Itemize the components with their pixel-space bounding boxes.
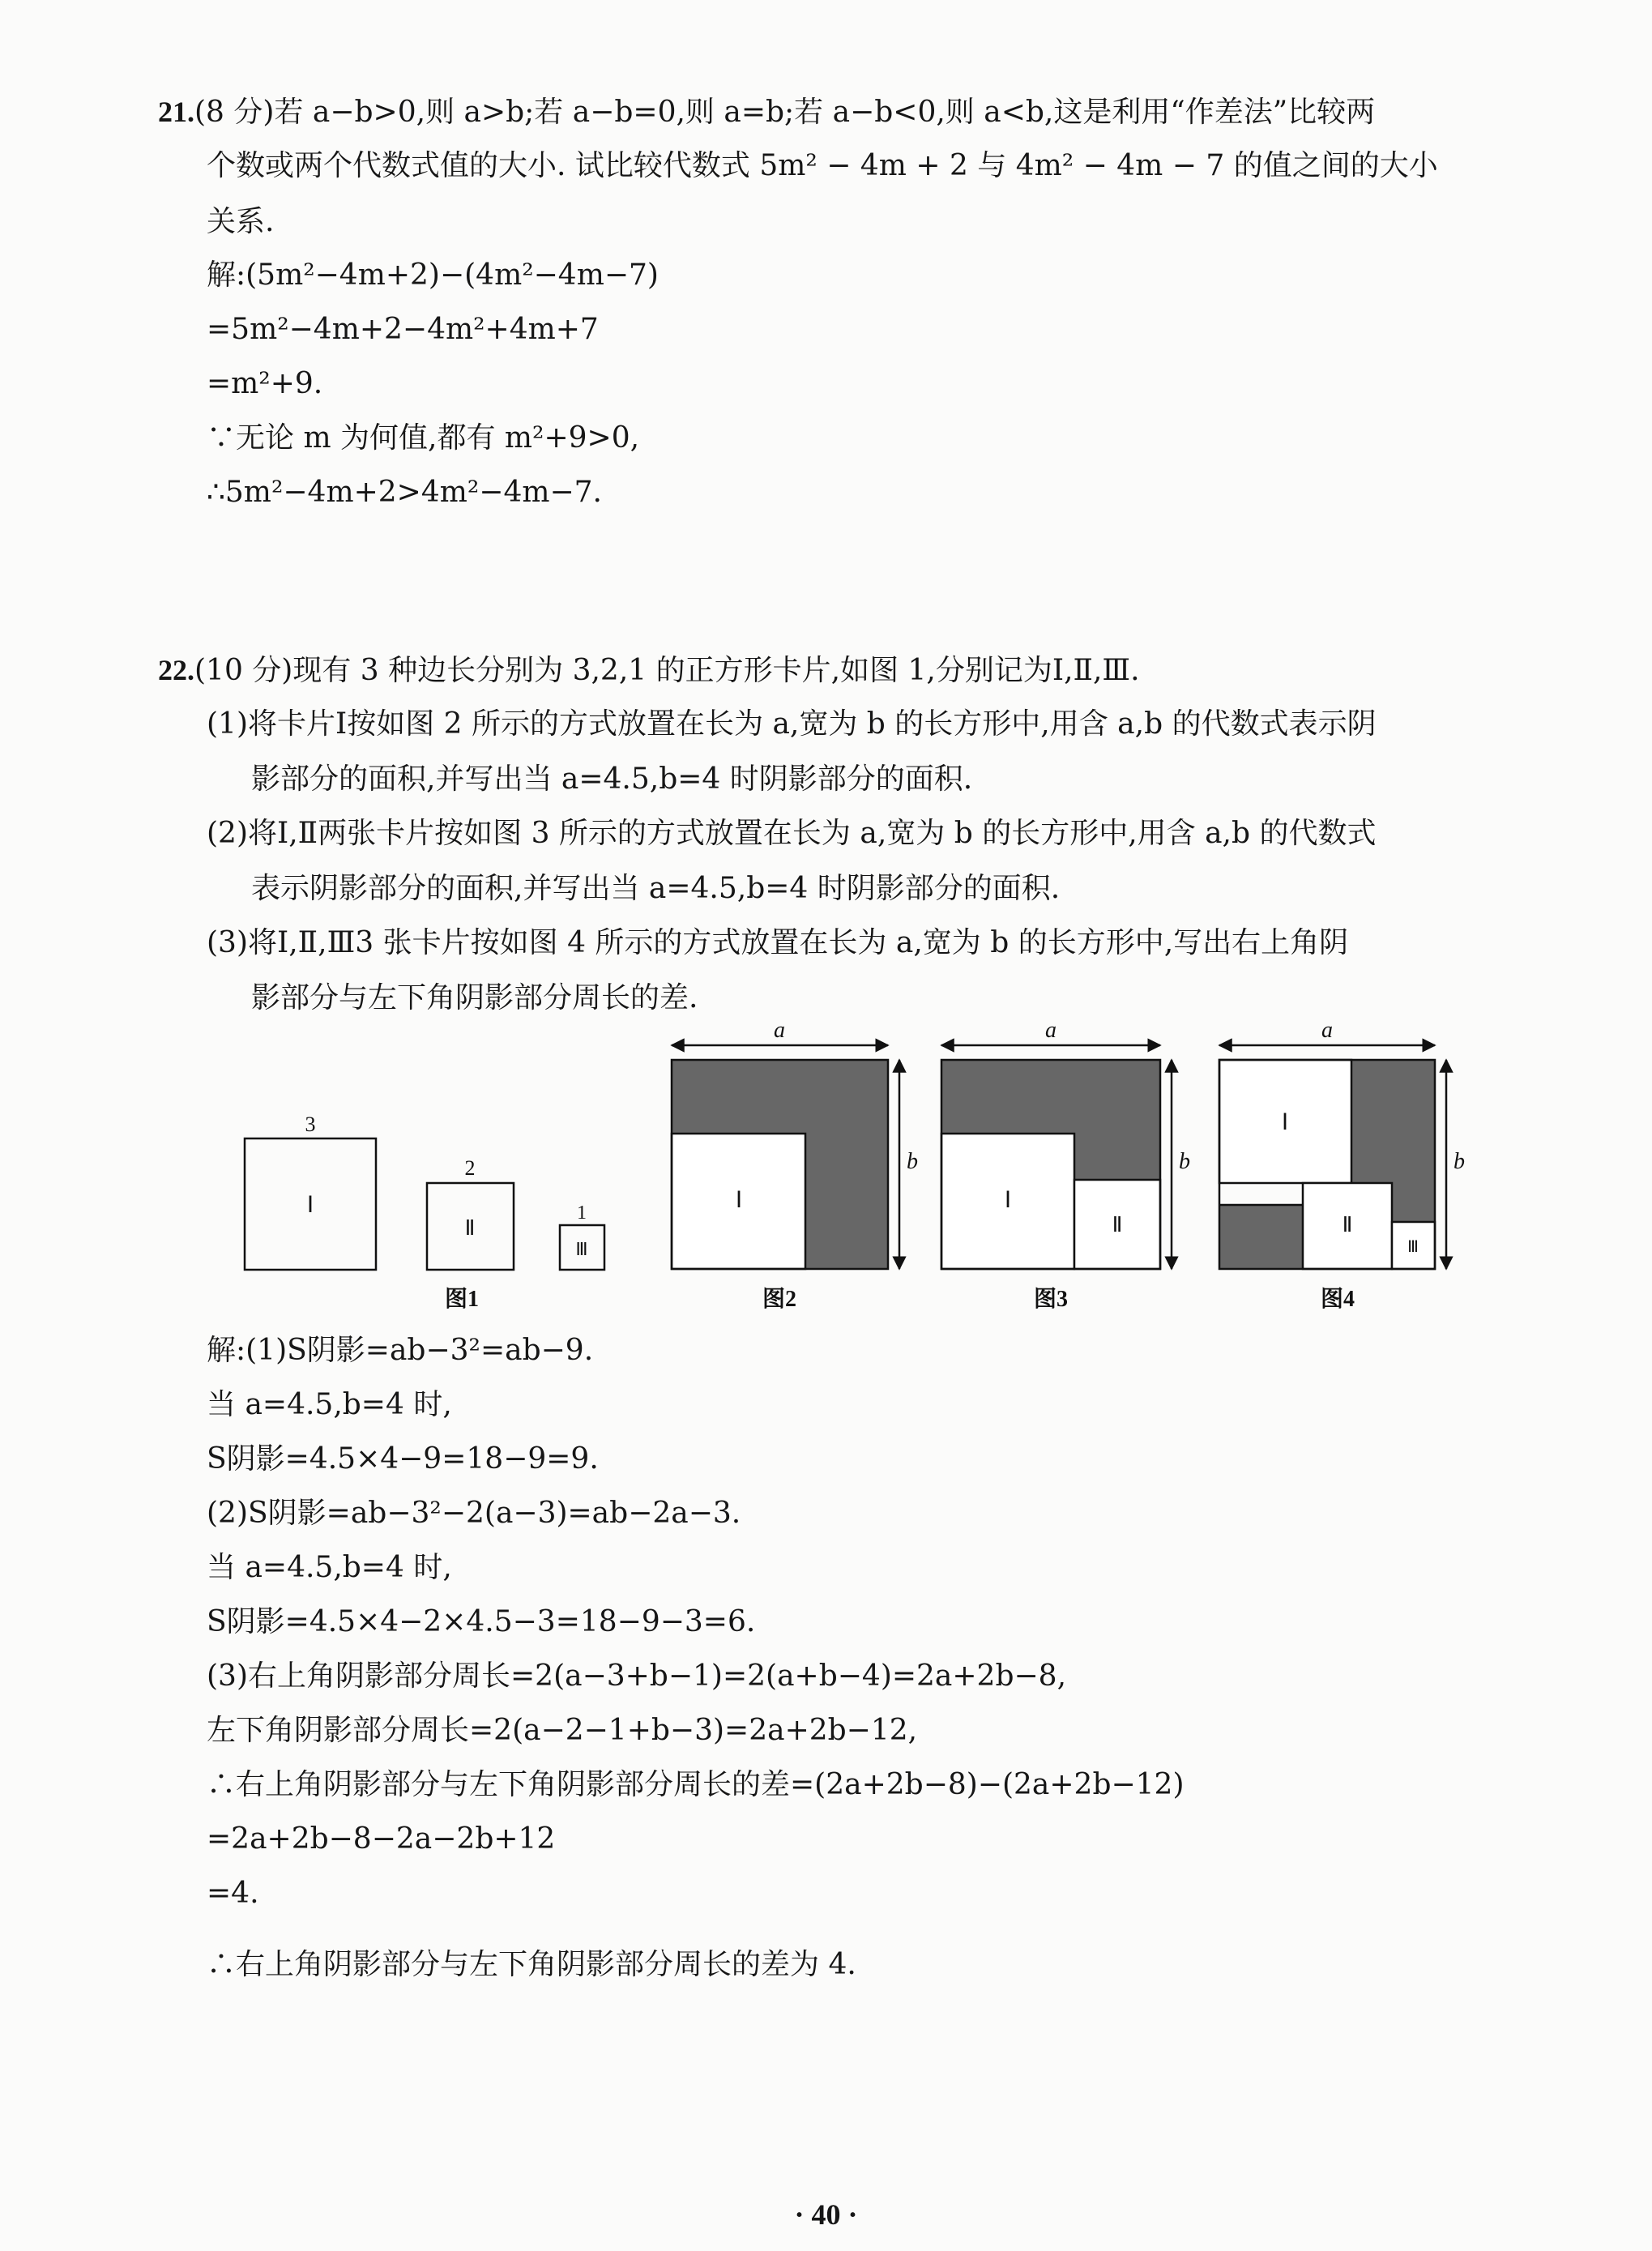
fig4-dim-a: a bbox=[1321, 1018, 1333, 1043]
q21-solution-3: =m²+9. bbox=[207, 367, 323, 400]
fig2-label-I: Ⅰ bbox=[735, 1188, 743, 1213]
fig1-side-3: 3 bbox=[305, 1113, 316, 1136]
q22-number: 22. bbox=[158, 654, 194, 686]
q21-solution-1: 解:(5m²−4m+2)−(4m²−4m−7) bbox=[207, 258, 659, 292]
fig3-caption: 图3 bbox=[1033, 1287, 1069, 1312]
fig4-label-III: Ⅲ bbox=[1407, 1238, 1419, 1256]
page-number: · 40 · bbox=[794, 2198, 858, 2231]
q22-part3-line1: (3)将Ⅰ,Ⅱ,Ⅲ3 张卡片按如图 4 所示的方式放置在长为 a,宽为 b 的长方形中,写出右上角阴 bbox=[207, 926, 1349, 959]
q22-part2-line1: (2)将Ⅰ,Ⅱ两张卡片按如图 3 所示的方式放置在长为 a,宽为 b 的长方形中,用含 a,b 的代数式 bbox=[207, 817, 1377, 850]
fig4-label-II: Ⅱ bbox=[1342, 1213, 1353, 1237]
fig1-caption: 图1 bbox=[444, 1287, 480, 1312]
q22-solution-4: (2)S阴影=ab−3²−2(a−3)=ab−2a−3. bbox=[207, 1497, 741, 1530]
q22-solution-1: 解:(1)S阴影=ab−3²=ab−9. bbox=[207, 1334, 594, 1367]
q22-solution-10: =2a+2b−8−2a−2b+12 bbox=[207, 1822, 556, 1856]
fig1-label-II: Ⅱ bbox=[464, 1216, 476, 1240]
q22-part1-line1: (1)将卡片Ⅰ按如图 2 所示的方式放置在长为 a,宽为 b 的长方形中,用含 a,b 的代数式表示阴 bbox=[207, 707, 1377, 741]
fig2-dim-a: a bbox=[774, 1018, 785, 1043]
q22-solution-12: ∴右上角阴影部分与左下角阴影部分周长的差为 4. bbox=[207, 1948, 856, 1981]
q22-solution-3: S阴影=4.5×4−9=18−9=9. bbox=[207, 1442, 599, 1476]
q22-solution-8: 左下角阴影部分周长=2(a−2−1+b−3)=2a+2b−12, bbox=[207, 1714, 918, 1747]
fig3-dim-b: b bbox=[1179, 1149, 1190, 1174]
fig4-caption: 图4 bbox=[1320, 1287, 1355, 1312]
fig3-label-I: Ⅰ bbox=[1004, 1188, 1012, 1213]
q21-solution-5: ∴5m²−4m+2>4m²−4m−7. bbox=[207, 476, 603, 509]
q21-line-2: 个数或两个代数式值的大小. 试比较代数式 5m² − 4m + 2 与 4m² − 4m − 7 的值之间的大小 bbox=[207, 149, 1438, 182]
q22-solution-11: =4. bbox=[207, 1877, 259, 1910]
fig4-dim-b: b bbox=[1454, 1149, 1465, 1174]
fig3-dim-a: a bbox=[1045, 1018, 1057, 1043]
fig2-caption: 图2 bbox=[762, 1287, 797, 1312]
q22-solution-5: 当 a=4.5,b=4 时, bbox=[207, 1551, 452, 1584]
fig3-label-II: Ⅱ bbox=[1112, 1213, 1123, 1237]
q21-solution-4: ∵无论 m 为何值,都有 m²+9>0, bbox=[207, 421, 640, 455]
fig1-label-I: Ⅰ bbox=[306, 1193, 314, 1218]
q22-solution-6: S阴影=4.5×4−2×4.5−3=18−9−3=6. bbox=[207, 1605, 756, 1638]
q22-solution-9: ∴右上角阴影部分与左下角阴影部分周长的差=(2a+2b−8)−(2a+2b−12) bbox=[207, 1768, 1185, 1801]
fig1-side-2: 2 bbox=[464, 1156, 476, 1180]
q22-solution-2: 当 a=4.5,b=4 时, bbox=[207, 1388, 452, 1421]
fig4-shaded-bottom-left bbox=[1219, 1205, 1303, 1269]
fig1-label-III: Ⅲ bbox=[575, 1239, 588, 1259]
q22-part3-line2: 影部分与左下角阴影部分周长的差. bbox=[251, 981, 698, 1014]
fig1-side-1: 1 bbox=[577, 1202, 587, 1224]
fig4-label-I: Ⅰ bbox=[1281, 1110, 1289, 1135]
q22-solution-7: (3)右上角阴影部分周长=2(a−3+b−1)=2(a+b−4)=2a+2b−8, bbox=[207, 1659, 1067, 1693]
q22-part2-line2: 表示阴影部分的面积,并写出当 a=4.5,b=4 时阴影部分的面积. bbox=[251, 872, 1061, 905]
q21-solution-2: =5m²−4m+2−4m²+4m+7 bbox=[207, 313, 599, 346]
q21-line-3: 关系. bbox=[207, 205, 275, 238]
q21-text-1: (8 分)若 a−b>0,则 a>b;若 a−b=0,则 a=b;若 a−b<0,则 a<b,这是利用“作差法”比较两 bbox=[194, 96, 1376, 129]
q21-number: 21. bbox=[158, 96, 194, 128]
q22-intro-text: (10 分)现有 3 种边长分别为 3,2,1 的正方形卡片,如图 1,分别记为Ⅰ,Ⅱ,Ⅲ. bbox=[194, 654, 1140, 687]
fig2-dim-b: b bbox=[907, 1149, 918, 1174]
q22-part1-line2: 影部分的面积,并写出当 a=4.5,b=4 时阴影部分的面积. bbox=[251, 762, 973, 796]
